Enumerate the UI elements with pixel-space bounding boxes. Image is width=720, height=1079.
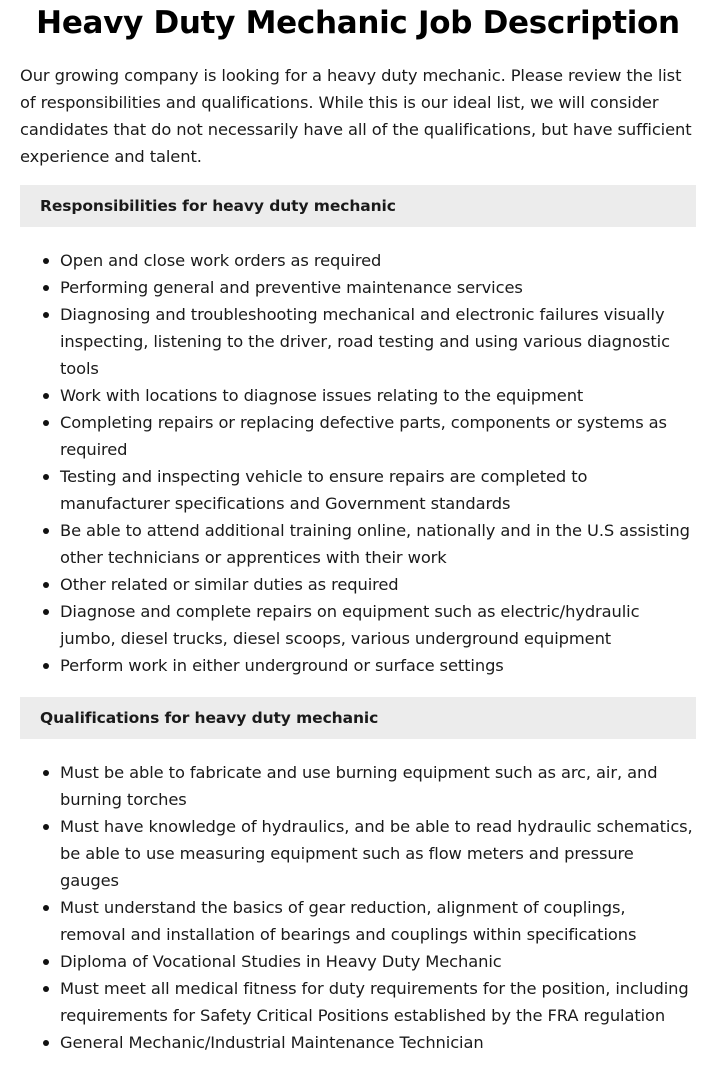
list-item-text: Open and close work orders as required xyxy=(60,251,382,270)
bullet-icon xyxy=(43,609,49,615)
list-item xyxy=(60,274,696,301)
bullet-icon xyxy=(43,1040,49,1046)
list-item xyxy=(60,652,696,679)
list-item-text: Diagnose and complete repairs on equipment such as electric/hydraulic jumbo, diesel trucks, diesel scoops, various underground equipment xyxy=(60,602,640,648)
list-item xyxy=(60,571,696,598)
qualifications-heading: Qualifications for heavy duty mechanic xyxy=(20,697,696,739)
list-item xyxy=(60,975,696,1029)
bullet-icon xyxy=(43,528,49,534)
bullet-icon xyxy=(43,393,49,399)
list-item xyxy=(60,409,696,463)
list-item xyxy=(60,517,696,571)
page-title: Heavy Duty Mechanic Job Description xyxy=(36,5,680,41)
bullet-icon xyxy=(43,824,49,830)
list-item-text: Testing and inspecting vehicle to ensure repairs are completed to manufacturer specifications and Government standards xyxy=(60,467,588,513)
bullet-icon xyxy=(43,770,49,776)
list-item xyxy=(60,598,696,652)
list-item-text: Must be able to fabricate and use burning equipment such as arc, air, and burning torches xyxy=(60,763,658,809)
list-item-text: General Mechanic/Industrial Maintenance Technician xyxy=(60,1033,484,1052)
list-item xyxy=(60,759,696,813)
list-item xyxy=(60,894,696,948)
list-item xyxy=(60,1029,696,1056)
list-item-text: Performing general and preventive maintenance services xyxy=(60,278,523,297)
responsibilities-heading: Responsibilities for heavy duty mechanic xyxy=(20,185,696,227)
bullet-icon xyxy=(43,312,49,318)
bullet-icon xyxy=(43,905,49,911)
bullet-icon xyxy=(43,420,49,426)
list-item-text: Diploma of Vocational Studies in Heavy Duty Mechanic xyxy=(60,952,502,971)
bullet-icon xyxy=(43,663,49,669)
intro-paragraph: Our growing company is looking for a heavy duty mechanic. Please review the list of responsibilities and qualifications. While this is our ideal list, we will consider candidates that do not necessarily have all of the qualifications, but have sufficient experience and talent. xyxy=(20,66,692,166)
responsibilities-list xyxy=(20,247,696,679)
list-item xyxy=(60,382,696,409)
list-item-text: Must understand the basics of gear reduction, alignment of couplings, removal and installation of bearings and couplings within specifications xyxy=(60,898,637,944)
bullet-icon xyxy=(43,582,49,588)
bullet-icon xyxy=(43,959,49,965)
list-item-text: Must have knowledge of hydraulics, and be able to read hydraulic schematics, be able to use measuring equipment such as flow meters and pressure gauges xyxy=(60,817,693,890)
list-item-text: Other related or similar duties as required xyxy=(60,575,399,594)
list-item xyxy=(60,463,696,517)
qualifications-list xyxy=(20,759,696,1056)
list-item xyxy=(60,813,696,894)
list-item-text: Work with locations to diagnose issues relating to the equipment xyxy=(60,386,584,405)
list-item-text: Must meet all medical fitness for duty requirements for the position, including requirements for Safety Critical Positions established by the FRA regulation xyxy=(60,979,689,1025)
list-item-text: Be able to attend additional training online, nationally and in the U.S assisting other technicians or apprentices with their work xyxy=(60,521,690,567)
bullet-icon xyxy=(43,285,49,291)
list-item-text: Completing repairs or replacing defective parts, components or systems as required xyxy=(60,413,667,459)
bullet-icon xyxy=(43,258,49,264)
list-item-text: Perform work in either underground or surface settings xyxy=(60,656,504,675)
list-item xyxy=(60,247,696,274)
list-item xyxy=(60,948,696,975)
list-item-text: Diagnosing and troubleshooting mechanical and electronic failures visually inspecting, listening to the driver, road testing and using various diagnostic tools xyxy=(60,305,670,378)
bullet-icon xyxy=(43,986,49,992)
list-item xyxy=(60,301,696,382)
bullet-icon xyxy=(43,474,49,480)
